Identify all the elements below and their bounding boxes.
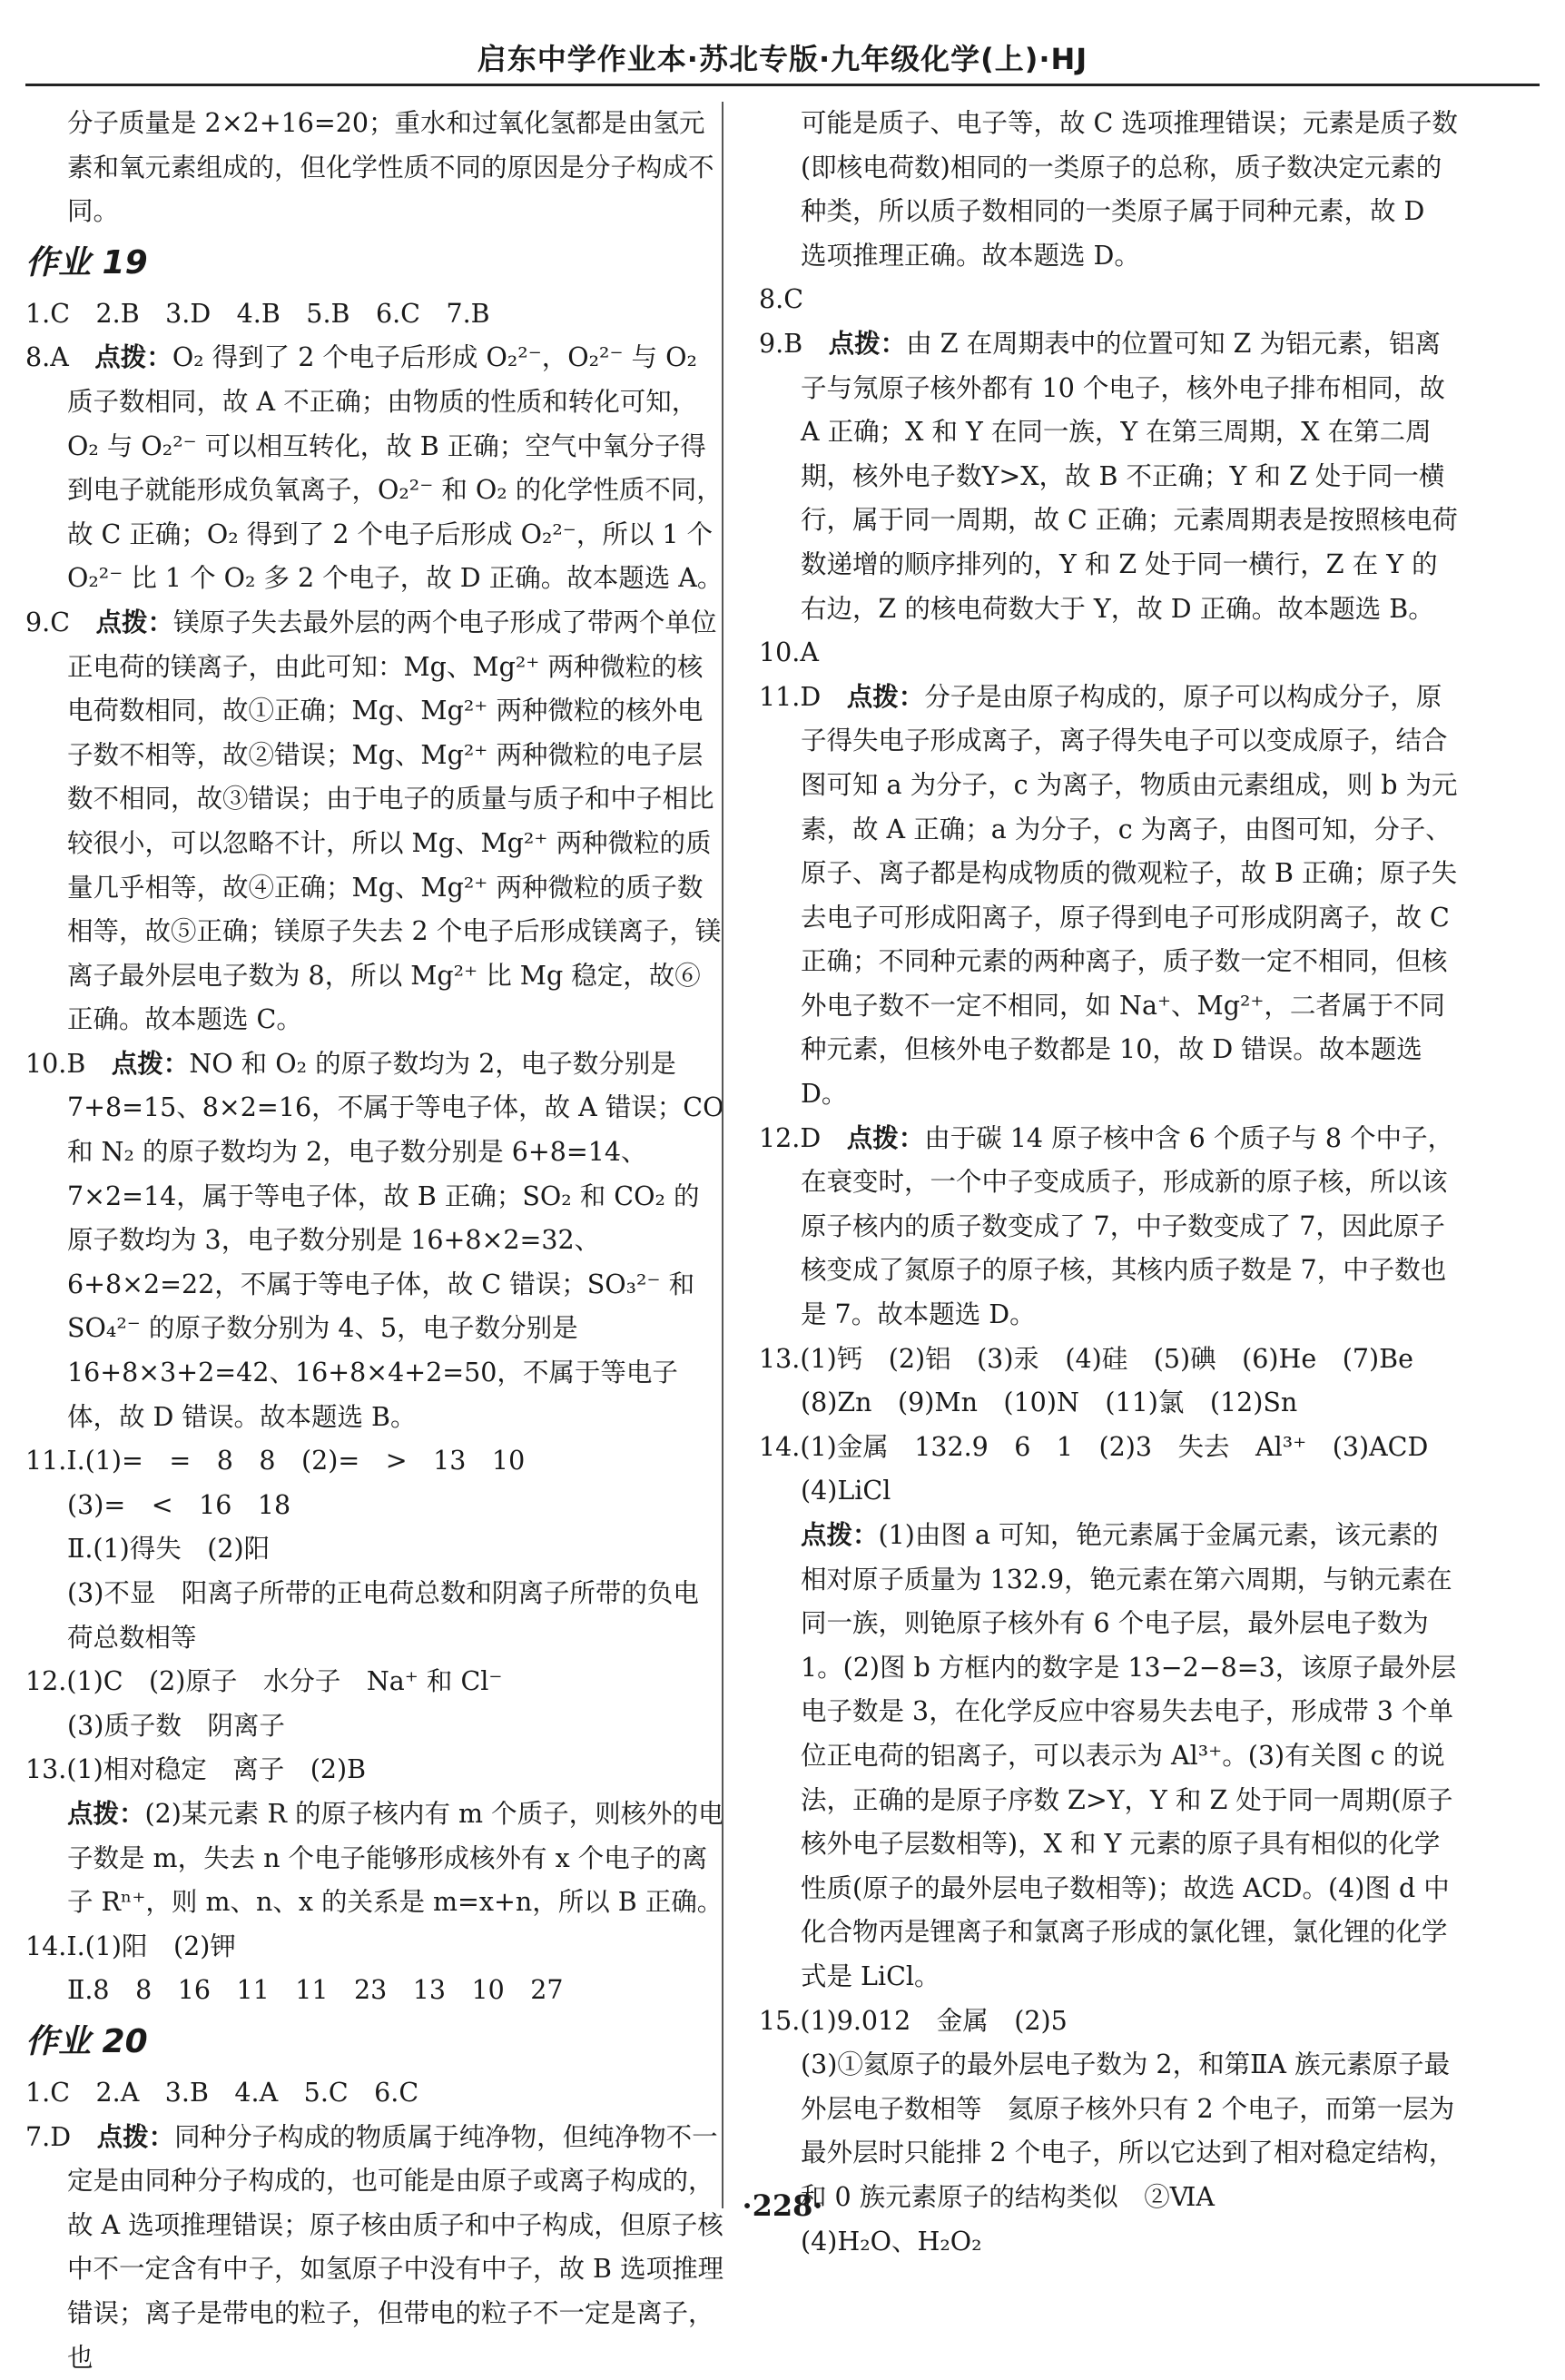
answer-item	[25, 1439, 724, 1484]
answer-item	[759, 1381, 1458, 1426]
answer-item	[25, 1969, 724, 2013]
answer-text: Ⅱ.(1)得失 (2)阳	[67, 1534, 271, 1565]
answer-number: 9.B	[759, 328, 803, 359]
answer-item	[759, 2000, 1458, 2044]
answer-item	[25, 336, 724, 601]
answer-item	[759, 676, 1458, 1117]
answer-text: 1.C 2.A 3.B 4.A 5.C 6.C	[25, 2077, 419, 2108]
answer-text: NO 和 O₂ 的原子数均为 2，电子数分别是 7+8=15、8×2=16，不属于等电子体，故 A 错误；CO 和 N₂ 的原子数均为 2，电子数分别是 6+8=14、7×2=14，属于等电子体，故 B 正确；SO₂ 和 CO₂ 的原子数均为 3，电子数分别是 16+8×2=32、6+8×2=22，不属于等电子体，故 C 错误；SO₃²⁻ 和 SO₄²⁻ 的原子数分别为 4、5，电子数分别是 16+8×3+2=42、16+8×4+2=50，不属于等电子体，故 D 错误。故本题选 B。	[67, 1048, 724, 1432]
answer-item	[25, 1748, 724, 1792]
answer-item	[25, 1792, 724, 1925]
column-divider	[722, 102, 723, 2208]
answer-text: 由 Z 在周期表中的位置可知 Z 为铝元素，铝离子与氖原子核外都有 10 个电子，核外电子排布相同，故 A 正确；X 和 Y 在同一族，Y 在第三周期，X 在第二周期，核外电子数Y>X，故 B 不正确；Y 和 Z 处于同一横行，属于同一周期，故 C 正确；元素周期表是按照核电荷数递增的顺序排列的，Y 和 Z 处于同一横行，Z 在 Y 的右边，Z 的核电荷数大于 Y，故 D 正确。故本题选 B。	[801, 328, 1458, 624]
left-column	[25, 102, 724, 2380]
hint-label: 点拨：	[111, 1048, 190, 1079]
answer-number: 10.B	[25, 1048, 86, 1079]
answer-text: 11.Ⅰ.(1)= = 8 8 (2)= > 13 10	[25, 1446, 526, 1476]
answer-text: 分子质量是 2×2+16=20；重水和过氧化氢都是由氢元素和氧元素组成的，但化学性质不同的原因是分子构成不同。	[67, 108, 714, 227]
answer-item	[25, 1925, 724, 1970]
hint-label: 点拨：	[96, 2121, 175, 2152]
page-number: ·228·	[742, 2188, 823, 2223]
answer-item	[759, 322, 1458, 631]
hint-label: 点拨：	[95, 607, 174, 637]
answer-item	[759, 1338, 1458, 1382]
answer-item	[759, 1469, 1458, 1514]
right-column	[759, 102, 1458, 2264]
answer-number: 12.D	[759, 1122, 822, 1153]
answer-text: 14.Ⅰ.(1)阳 (2)钾	[25, 1931, 236, 1961]
answer-number: 9.C	[25, 607, 70, 637]
answer-text: 分子是由原子构成的，原子可以构成分子，原子得失电子形成离子，离子得失电子可以变成原子，结合图可知 a 为分子，c 为离子，物质由元素组成，则 b 为元素，故 A 正确；a 为分子，c 为离子，由图可知，分子、原子、离子都是构成物质的微观粒子，故 B 正确；原子失去电子可形成阳离子，原子得到电子可形成阴离子，故 C 正确；不同种元素的两种离子，质子数一定不相同，但核外电子数不一定不相同，如 Na⁺、Mg²⁺，二者属于不同种元素，但核外电子数都是 10，故 D 错误。故本题选 D。	[801, 681, 1458, 1110]
answer-item	[25, 1704, 724, 1749]
answer-item	[25, 2071, 724, 2116]
answer-text: 可能是质子、电子等，故 C 选项推理错误；元素是质子数(即核电荷数)相同的一类原子的总称，质子数决定元素的种类，所以质子数相同的一类原子属于同种元素，故 D 选项推理正确。故本题选 D。	[801, 108, 1458, 271]
answer-item	[759, 278, 1458, 322]
answer-item	[759, 2220, 1458, 2265]
answer-text: 作业 20	[25, 2022, 148, 2060]
answer-item	[759, 1117, 1458, 1338]
answer-text: (3)①氦原子的最外层电子数为 2，和第ⅡA 族元素原子最外层电子数相等 氦原子核外只有 2 个电子，而第一层为最外层时只能排 2 个电子，所以它达到了相对稳定结构，和 0 族元素原子的结构类似 ②ⅥA	[801, 2049, 1455, 2212]
answer-text: 镁原子失去最外层的两个电子形成了带两个单位正电荷的镁离子，由此可知：Mg、Mg²⁺ 两种微粒的核电荷数相同，故①正确；Mg、Mg²⁺ 两种微粒的核外电子数不相等，故②错误；Mg、Mg²⁺ 两种微粒的电子层数不相同，故③错误；由于电子的质量与质子和中子相比较很小，可以忽略不计，所以 Mg、Mg²⁺ 两种微粒的质量几乎相等，故④正确；Mg、Mg²⁺ 两种微粒的质子数相等，故⑤正确；镁原子失去 2 个电子后形成镁离子，镁离子最外层电子数为 8，所以 Mg²⁺ 比 Mg 稳定，故⑥正确。故本题选 C。	[67, 607, 722, 1035]
hint-label: 点拨：	[846, 1122, 925, 1153]
answer-item	[25, 1042, 724, 1439]
answer-number: 11.D	[759, 681, 822, 712]
answer-item	[25, 292, 724, 337]
header-rule	[25, 84, 1540, 86]
section-heading	[25, 240, 724, 287]
answer-text: Ⅱ.8 8 16 11 11 23 13 10 27	[67, 1975, 564, 2006]
answer-text: (3)不显 阳离子所带的正电荷总数和阴离子所带的负电荷总数相等	[67, 1578, 699, 1653]
answer-item	[25, 601, 724, 1042]
answer-item	[759, 102, 1458, 278]
answer-text: (2)某元素 R 的原子核内有 m 个质子，则核外的电子数是 m，失去 n 个电子能够形成核外有 x 个电子的离子 Rⁿ⁺，则 m、n、x 的关系是 m=x+n，所以 B 正确。	[67, 1798, 724, 1918]
answer-text: (3)质子数 阴离子	[67, 1710, 285, 1741]
answer-item	[25, 1660, 724, 1704]
answer-item	[25, 102, 724, 234]
answer-text: 10.A	[759, 637, 819, 668]
answer-text: 由于碳 14 原子核中含 6 个质子与 8 个中子，在衰变时，一个中子变成质子，形成新的原子核，所以该原子核内的质子数变成了 7，中子数变成了 7，因此原子核变成了氮原子的原子核，其核内质子数是 7，中子数也是 7。故本题选 D。	[801, 1122, 1454, 1330]
answer-item	[759, 1514, 1458, 2000]
answer-text: 13.(1)钙 (2)铝 (3)汞 (4)硅 (5)碘 (6)He (7)Be	[759, 1343, 1413, 1374]
answer-text: 15.(1)9.012 金属 (2)5	[759, 2005, 1068, 2036]
answer-text: (3)= < 16 18	[67, 1489, 291, 1520]
answer-number: 8.A	[25, 342, 69, 373]
answer-text: 13.(1)相对稳定 离子 (2)B	[25, 1754, 367, 1785]
answer-item	[25, 2116, 724, 2380]
answer-item	[25, 1484, 724, 1528]
hint-label: 点拨：	[94, 342, 172, 373]
answer-item	[25, 1572, 724, 1660]
answer-text: O₂ 得到了 2 个电子后形成 O₂²⁻，O₂²⁻ 与 O₂ 质子数相同，故 A 不正确；由物质的性质和转化可知，O₂ 与 O₂²⁻ 可以相互转化，故 B 正确；空气中氧分子得到电子就能形成负氧离子，O₂²⁻ 和 O₂ 的化学性质不同，故 C 正确；O₂ 得到了 2 个电子后形成 O₂²⁻，所以 1 个 O₂²⁻ 比 1 个 O₂ 多 2 个电子，故 D 正确。故本题选 A。	[67, 342, 723, 594]
hint-label: 点拨：	[828, 328, 907, 359]
answer-text: (4)H₂O、H₂O₂	[801, 2226, 982, 2257]
answer-text: 同种分子构成的物质属于纯净物，但纯净物不一定是由同种分子构成的，也可能是由原子或离子构成的，故 A 选项推理错误；原子核由质子和中子构成，但原子核中不一定含有中子，如氢原子中没有中子，故 B 选项推理错误；离子是带电的粒子，但带电的粒子不一定是离子，也	[67, 2121, 724, 2373]
hint-label: 点拨：	[846, 681, 925, 712]
page-header: 启东中学作业本·苏北专版·九年级化学(上)·HJ	[477, 42, 1088, 76]
answer-text: 1.C 2.B 3.D 4.B 5.B 6.C 7.B	[25, 298, 490, 329]
answer-text: 14.(1)金属 132.9 6 1 (2)3 失去 Al³⁺ (3)ACD	[759, 1431, 1429, 1462]
section-heading	[25, 2019, 724, 2066]
answer-text: (8)Zn (9)Mn (10)N (11)氯 (12)Sn	[801, 1388, 1298, 1418]
hint-label: 点拨：	[801, 1520, 879, 1550]
answer-item	[25, 1527, 724, 1572]
answer-text: 8.C	[759, 284, 803, 315]
answer-text: (4)LiCl	[801, 1476, 891, 1506]
answer-item	[759, 631, 1458, 676]
answer-number: 7.D	[25, 2121, 72, 2152]
answer-item	[759, 1426, 1458, 1470]
answer-text: 作业 19	[25, 243, 148, 281]
hint-label: 点拨：	[67, 1798, 145, 1829]
answer-text: 12.(1)C (2)原子 水分子 Na⁺ 和 Cl⁻	[25, 1666, 503, 1697]
answer-text: (1)由图 a 可知，铯元素属于金属元素，该元素的相对原子质量为 132.9，铯元素在第六周期，与钠元素在同一族，则铯原子核外有 6 个电子层，最外层电子数为 1。(2)图 b 方框内的数字是 13−2−8=3，该原子最外层电子数是 3，在化学反应中容易失去电子，形成带 3 个单位正电荷的铝离子，可以表示为 Al³⁺。(3)有关图 c 的说法，正确的是原子序数 Z>Y，Y 和 Z 处于同一周期(原子核外电子层数相等)，X 和 Y 元素的原子具有相似的化学性质(原子的最外层电子数相等)；故选 ACD。(4)图 d 中化合物丙是锂离子和氯离子形成的氯化锂，氯化锂的化学式是 LiCl。	[801, 1520, 1457, 1991]
